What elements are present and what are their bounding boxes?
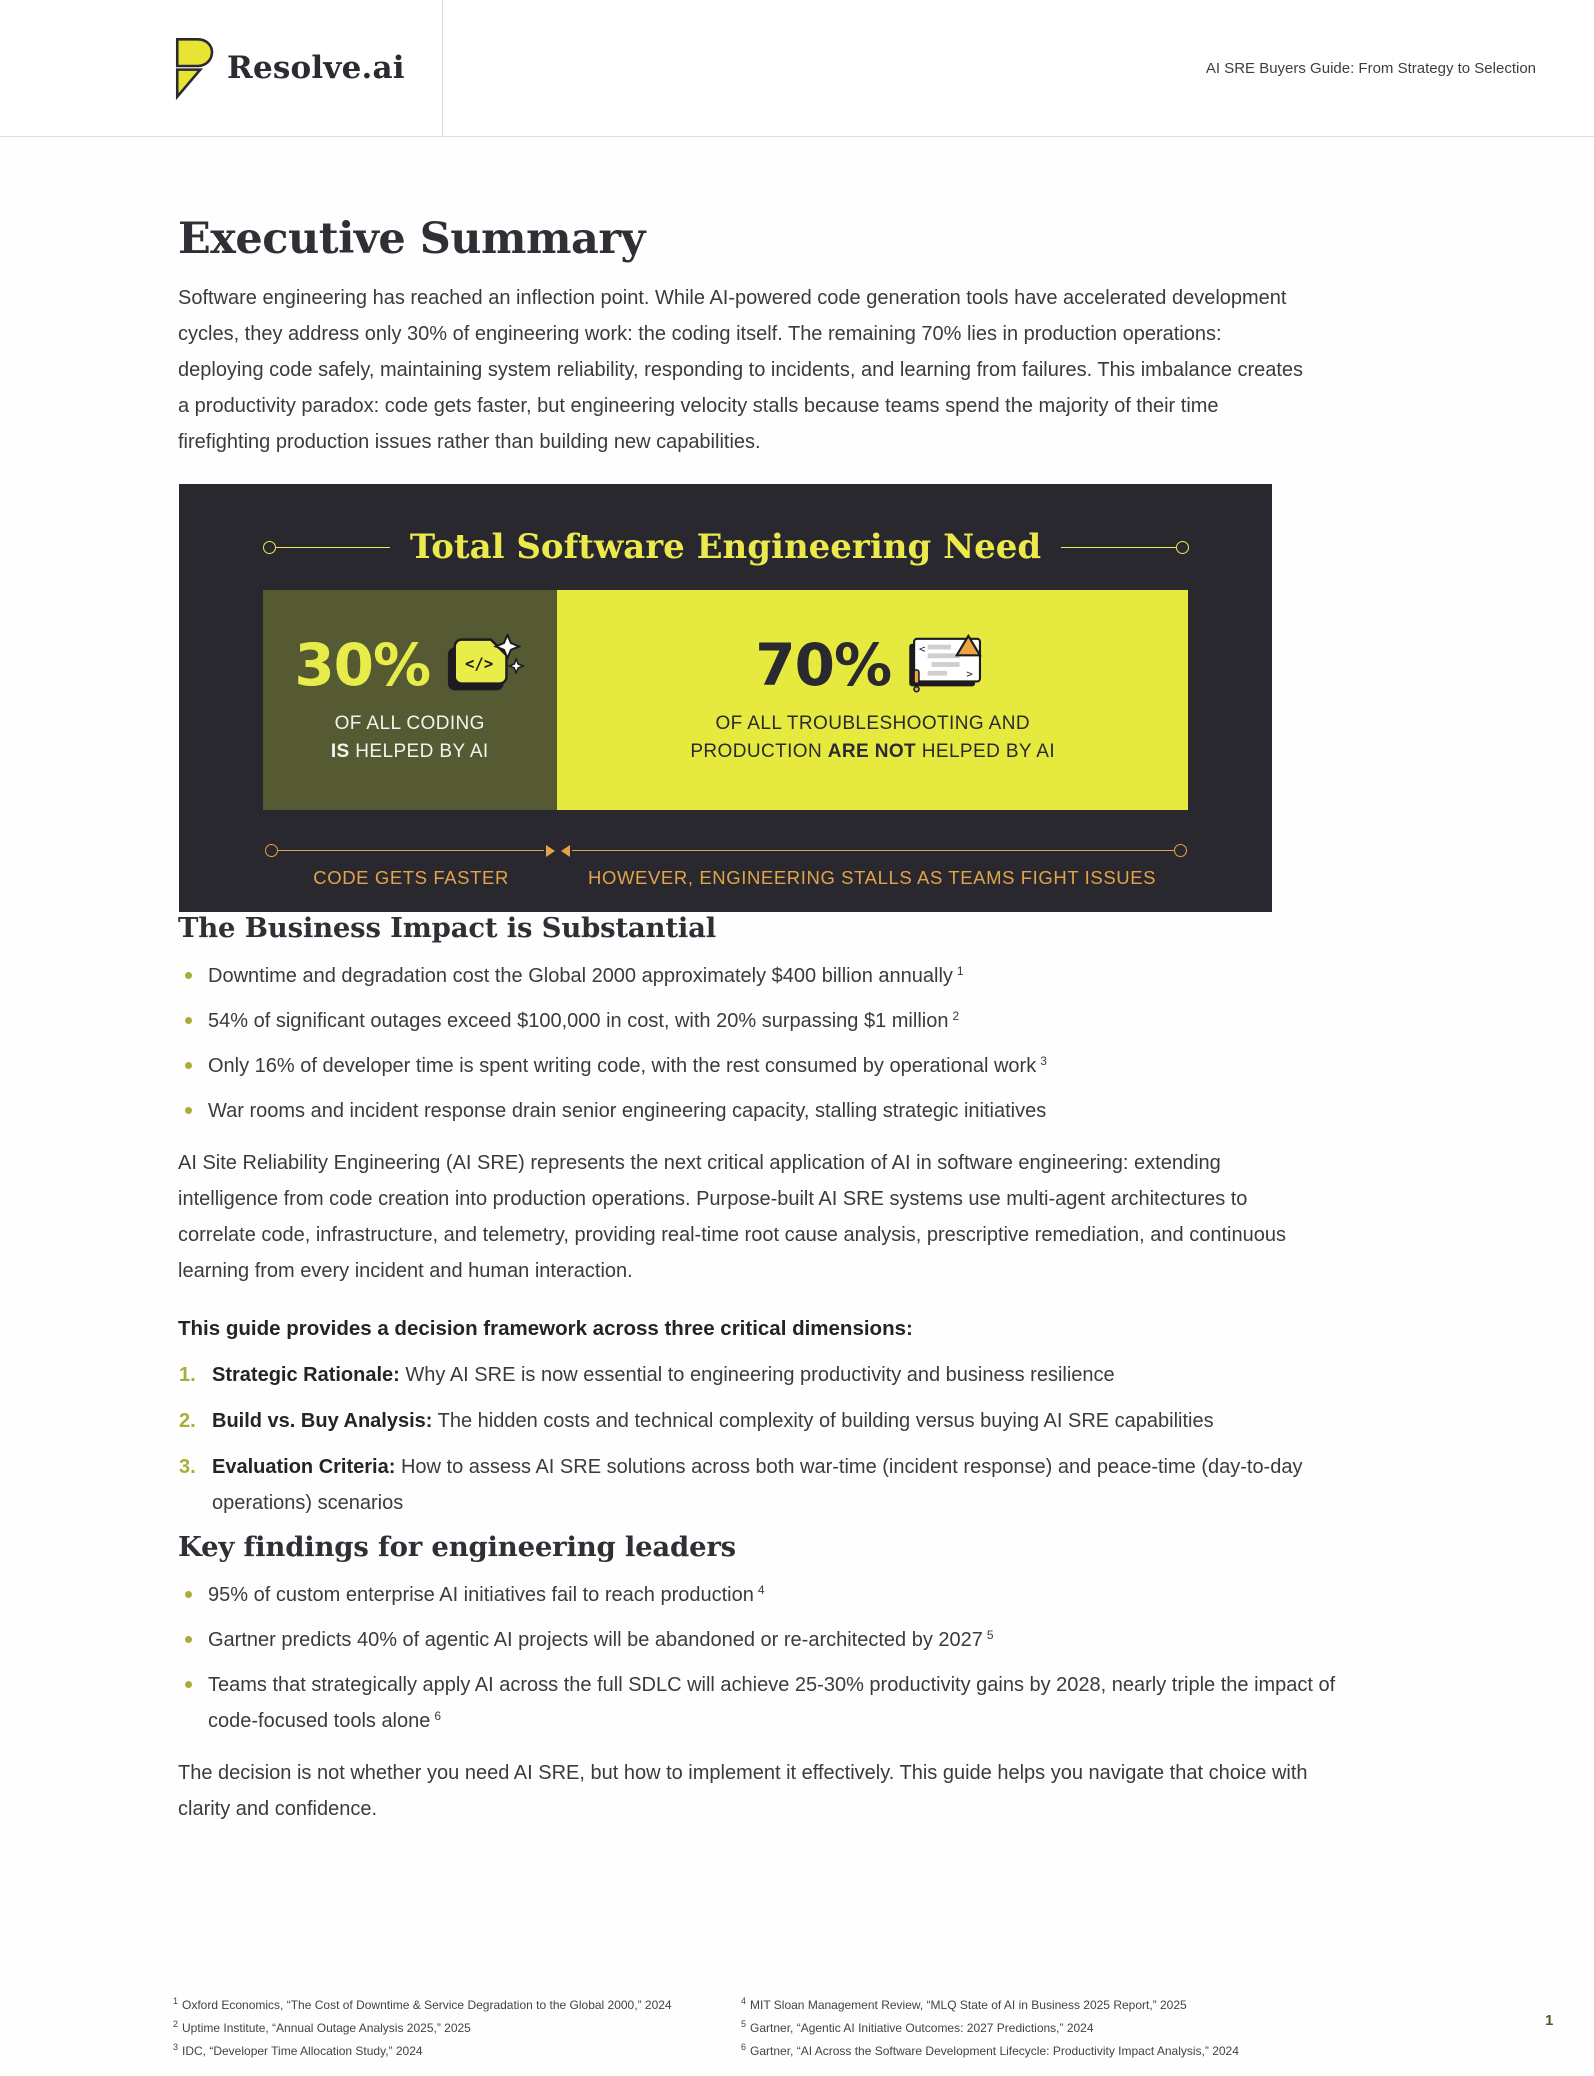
coding-caption: OF ALL CODING IS HELPED BY AI	[330, 712, 489, 763]
closing-paragraph: The decision is not whether you need AI SRE, but how to implement it effectively. This guide helps you navigate that choice with clarity and confidence.	[178, 1762, 1308, 1821]
impact-heading: The Business Impact is Substantial	[178, 912, 716, 945]
infographic-title: Total Software Engineering Need	[409, 527, 1042, 568]
infographic-title-row	[263, 527, 1189, 568]
troubleshooting-stat-row	[755, 630, 990, 699]
document-title: AI SRE Buyers Guide: From Strategy to Selection	[1205, 59, 1536, 77]
line-end-circle-icon	[265, 844, 278, 857]
main-content	[178, 137, 1426, 1827]
total-engineering-need-infographic	[179, 484, 1272, 912]
line-end-circle-icon	[1176, 541, 1189, 554]
footnotes-left-column	[173, 1992, 723, 2061]
framework-intro: This guide provides a decision framework across three critical dimensions:	[178, 1317, 913, 1341]
header-brand-section	[0, 0, 443, 136]
page-number: 1	[1545, 2012, 1554, 2029]
item-number: 1.	[179, 1364, 196, 1387]
resolve-logo	[172, 36, 405, 100]
svg-text:>: >	[966, 667, 973, 681]
troubleshooting-panel	[557, 590, 1189, 810]
list-item: Gartner predicts 40% of agentic AI projects will be abandoned or re-architected by 2027 $^5$	[178, 1622, 1388, 1658]
list-item: 54% of significant outages exceed $100,000 in cost, with 20% surpassing $1 million $^2$	[178, 1003, 1388, 1039]
footnotes-right-column	[741, 1992, 1401, 2061]
axis-right-segment	[558, 844, 1187, 857]
footnote: $^1$ Oxford Economics, “The Cost of Downtime & Service Degradation to the Global 2000,” 2024	[173, 1996, 672, 2012]
footnote: $^5$ Gartner, “Agentic AI Initiative Outcomes: 2027 Predictions,” 2024	[741, 2019, 1094, 2035]
page-title: Executive Summary	[178, 214, 646, 264]
footnote: $^2$ Uptime Institute, “Annual Outage Analysis 2025,” 2025	[173, 2019, 471, 2035]
axis-label-right: HOWEVER, ENGINEERING STALLS AS TEAMS FIGHT ISSUES	[588, 867, 1157, 889]
intro-paragraph: Software engineering has reached an inflection point. While AI-powered code generation tools have accelerated development cycles, they address only 30% of engineering work: the coding itself. The remaining 70% lies in production operations: deploying code safely, maintaining system reliability, responding to incidents, and learning from failures. This imbalance creates a productivity paradox: code gets faster, but engineering velocity stalls because teams spend the majority of their time firefighting production issues rather than building new capabilities.	[178, 287, 1304, 454]
footnote: $^6$ Gartner, “AI Across the Software Development Lifecycle: Productivity Impact Analysis,” 2024	[741, 2042, 1239, 2058]
footnote: $^3$ IDC, “Developer Time Allocation Study,” 2024	[173, 2042, 423, 2058]
line-end-circle-icon	[263, 541, 276, 554]
findings-bullet-list	[178, 1577, 1426, 1739]
footnote-ref: 4	[757, 1582, 765, 1597]
troubleshooting-percentage: 70%	[755, 630, 892, 699]
list-item: 1. Strategic Rationale: Why AI SRE is now essential to engineering productivity and business resilience	[178, 1357, 1358, 1393]
line-end-circle-icon	[1174, 844, 1187, 857]
resolve-logo-icon	[172, 36, 214, 100]
title-rule-right	[1061, 547, 1175, 548]
title-rule-left	[276, 547, 390, 548]
impact-bullet-list	[178, 958, 1426, 1129]
svg-text:</>: </>	[465, 654, 494, 673]
code-icon	[445, 634, 525, 696]
axis-row	[265, 844, 1187, 857]
footnote-ref: 1	[956, 963, 964, 978]
axis-label-left: CODE GETS FASTER	[313, 867, 509, 889]
list-item: Downtime and degradation cost the Global 2000 approximately $400 billion annually $^1$	[178, 958, 1388, 994]
axis-rule-right	[572, 850, 1174, 851]
item-number: 3.	[179, 1456, 196, 1479]
coding-stat-row	[294, 630, 525, 699]
troubleshooting-caption: OF ALL TROUBLESHOOTING AND PRODUCTION ARE NOT HELPED BY AI	[690, 712, 1056, 763]
list-item: War rooms and incident response drain senior engineering capacity, stalling strategic initiatives	[178, 1093, 1388, 1129]
footnote-ref: 6	[434, 1708, 442, 1723]
item-number: 2.	[179, 1410, 196, 1433]
footnote-ref: 2	[952, 1008, 960, 1023]
list-item: Only 16% of developer time is spent writing code, with the rest consumed by operational work $^3$	[178, 1048, 1388, 1084]
arrow-left-icon	[561, 845, 570, 857]
axis-rule-left	[278, 850, 544, 851]
axis-left-segment	[265, 844, 558, 857]
split-panels	[263, 590, 1189, 810]
arrow-right-icon	[546, 845, 555, 857]
findings-heading: Key findings for engineering leaders	[178, 1531, 736, 1564]
list-item: 95% of custom enterprise AI initiatives fail to reach production $^4$	[178, 1577, 1388, 1613]
log-alert-icon	[906, 634, 990, 696]
svg-text:<: <	[919, 642, 926, 656]
brand-name: Resolve.ai	[227, 50, 405, 86]
list-item: Teams that strategically apply AI across the full SDLC will achieve 25-30% productivity gains by 2028, nearly triple the impact of code-focused tools alone $^6$	[178, 1667, 1388, 1739]
footnote-ref: 5	[986, 1627, 994, 1642]
footnote-ref: 3	[1040, 1053, 1047, 1068]
framework-list	[178, 1357, 1426, 1521]
list-item: 2. Build vs. Buy Analysis: The hidden costs and technical complexity of building versus buying AI SRE capabilities	[178, 1403, 1358, 1439]
page-header	[0, 0, 1594, 137]
list-item: 3. Evaluation Criteria: How to assess AI SRE solutions across both war-time (incident response) and peace-time (day-to-day operations) scenarios	[178, 1449, 1358, 1521]
ai-sre-paragraph: AI Site Reliability Engineering (AI SRE) represents the next critical application of AI in software engineering: extending intelligence from code creation into production operations. Purpose-built AI SRE systems use multi-agent architectures to correlate code, infrastructure, and telemetry, providing real-time root cause analysis, prescriptive remediation, and continuous learning from every incident and human interaction.	[178, 1152, 1286, 1283]
coding-panel	[263, 590, 557, 810]
coding-percentage: 30%	[294, 630, 431, 699]
axis-labels	[265, 867, 1187, 889]
footnote: $^4$ MIT Sloan Management Review, “MLQ State of AI in Business 2025 Report,” 2025	[741, 1996, 1187, 2012]
